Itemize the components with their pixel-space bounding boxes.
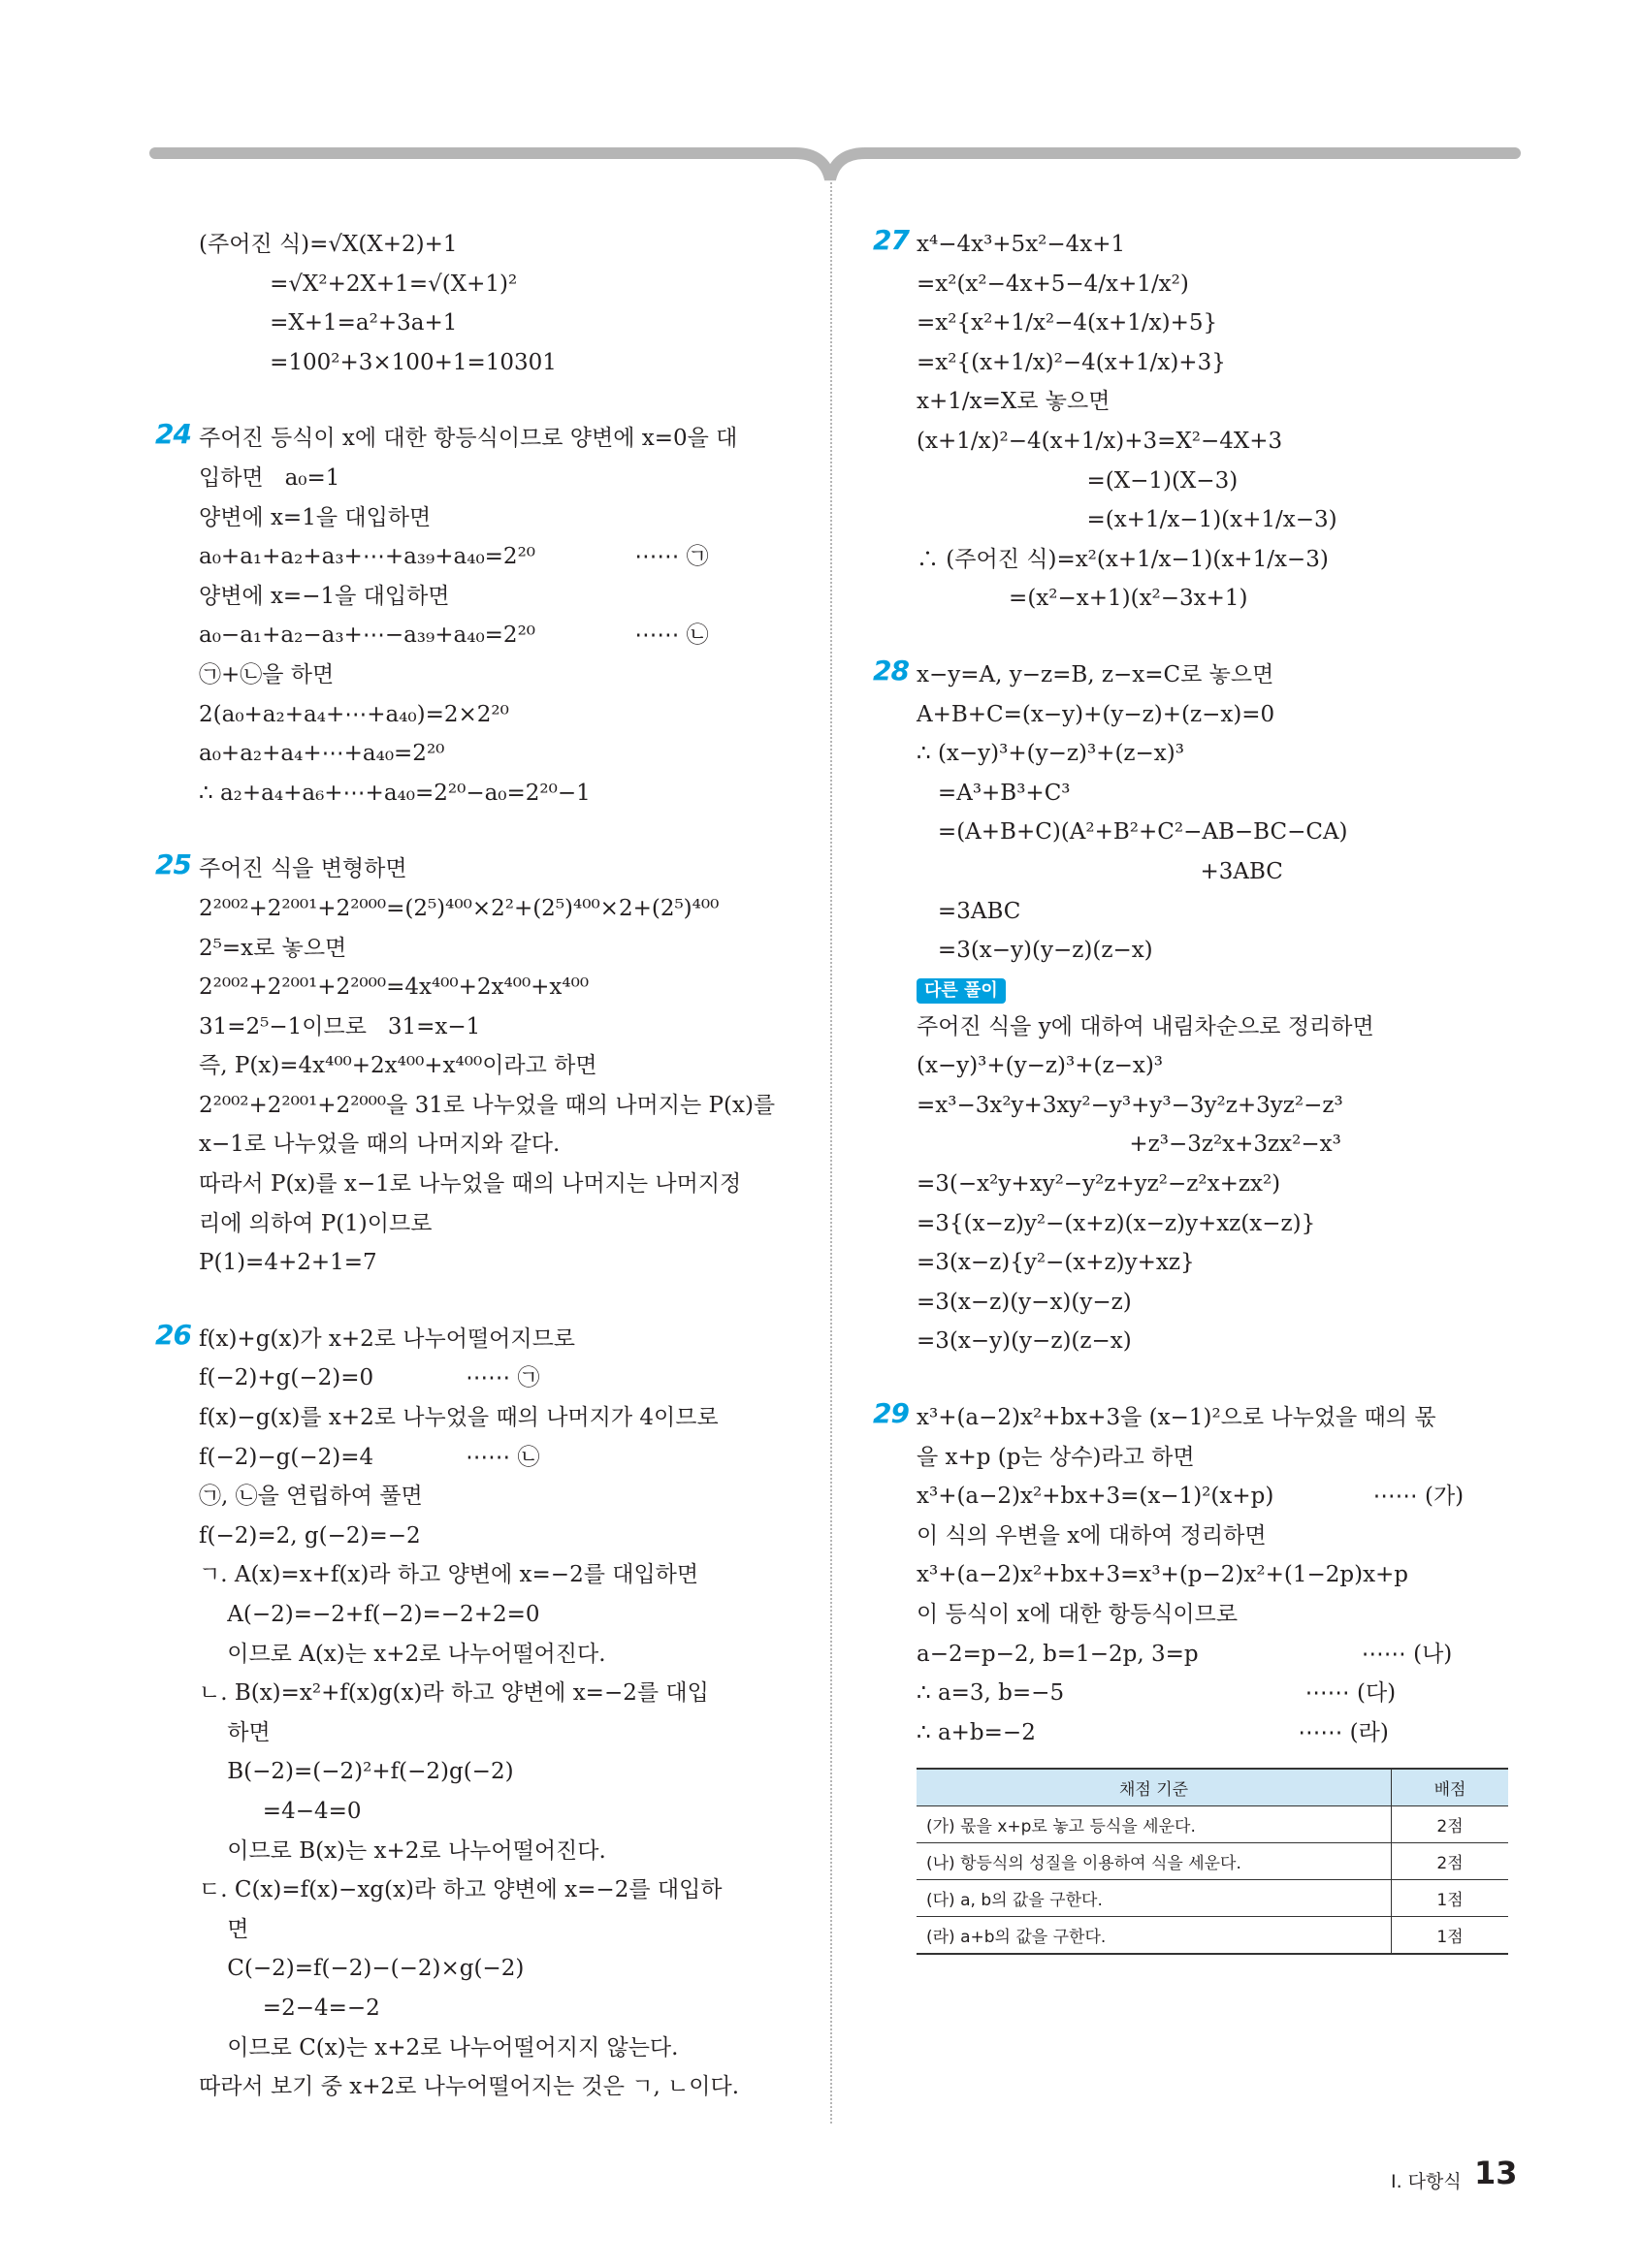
solution-line: ㉠, ㉡을 연립하여 풀면 bbox=[199, 1484, 423, 1510]
solution-line: x³+(a−2)x²+bx+3=(x−1)²(x+p) ⋯⋯ (가) bbox=[917, 1484, 1465, 1510]
solution-line: x+1/x=X로 놓으면 bbox=[917, 389, 1111, 415]
solution-line: 이 등식이 x에 대한 항등식이므로 bbox=[917, 1602, 1239, 1627]
problem-25 bbox=[155, 849, 795, 1283]
solution-line: (x−y)³+(y−z)³+(z−x)³ bbox=[917, 1053, 1164, 1079]
solution-line: ∴ (x−y)³+(y−z)³+(z−x)³ bbox=[917, 741, 1184, 767]
solution-line: 주어진 식을 y에 대하여 내림차순으로 정리하면 bbox=[917, 1013, 1374, 1039]
solution-line: B(−2)=(−2)²+f(−2)g(−2) bbox=[199, 1759, 514, 1785]
solution-line: 이므로 A(x)는 x+2로 나누어떨어진다. bbox=[199, 1641, 606, 1667]
solution-line: ∴ a=3, b=−5 ⋯⋯ (다) bbox=[917, 1680, 1397, 1707]
solution-line: a₀+a₁+a₂+a₃+⋯+a₃₉+a₄₀=2²⁰ ⋯⋯ ㉠ bbox=[199, 544, 709, 570]
solution-line: ㄱ. A(x)=x+f(x)라 하고 양변에 x=−2를 대입하면 bbox=[199, 1562, 699, 1588]
formula-line: =√X²+2X+1=√(X+1)² bbox=[199, 271, 518, 297]
solution-line: =x³−3x²y+3xy²−y³+y³−3y²z+3yz²−z³ bbox=[917, 1092, 1343, 1118]
solution-line: =3{(x−z)y²−(x+z)(x−z)y+xz(x−z)} bbox=[917, 1210, 1316, 1236]
solution-line: =2−4=−2 bbox=[199, 1995, 380, 2021]
solution-line: =(X−1)(X−3) bbox=[917, 467, 1239, 494]
table-header: 채점 기준 bbox=[917, 1769, 1392, 1806]
left-column bbox=[155, 225, 795, 2144]
solution-line: ∴ (주어진 식)=x²(x+1/x−1)(x+1/x−3) bbox=[917, 546, 1329, 572]
solution-line: =3ABC bbox=[917, 898, 1021, 924]
solution-line: 2²⁰⁰²+2²⁰⁰¹+2²⁰⁰⁰=(2⁵)⁴⁰⁰×2²+(2⁵)⁴⁰⁰×2+(2⁵)⁴⁰⁰ bbox=[199, 895, 720, 921]
solution-line: 을 x+p (p는 상수)라고 하면 bbox=[917, 1444, 1195, 1470]
table-cell: 1점 bbox=[1392, 1917, 1509, 1955]
solution-line: C(−2)=f(−2)−(−2)×g(−2) bbox=[199, 1956, 525, 1982]
solution-line: =3(x−y)(y−z)(z−x) bbox=[917, 1328, 1132, 1355]
solution-line: x−y=A, y−z=B, z−x=C로 놓으면 bbox=[917, 661, 1274, 687]
table-header-row bbox=[917, 1769, 1508, 1806]
table-cell: 2점 bbox=[1392, 1843, 1509, 1880]
solution-line: 주어진 등식이 x에 대한 항등식이므로 양변에 x=0을 대 bbox=[199, 426, 738, 452]
problem-number: 26 bbox=[155, 1318, 191, 1351]
solution-line: 따라서 보기 중 x+2로 나누어떨어지는 것은 ㄱ, ㄴ이다. bbox=[199, 2074, 740, 2100]
solution-line: f(x)+g(x)가 x+2로 나누어떨어지므로 bbox=[199, 1326, 576, 1352]
problem-26 bbox=[155, 1320, 795, 2107]
solution-line: A+B+C=(x−y)+(y−z)+(z−x)=0 bbox=[917, 701, 1275, 727]
solution-line: f(x)−g(x)를 x+2로 나누었을 때의 나머지가 4이므로 bbox=[199, 1405, 719, 1431]
solution-line: ∴ a₂+a₄+a₆+⋯+a₄₀=2²⁰−a₀=2²⁰−1 bbox=[199, 780, 591, 806]
solution-line: 양변에 x=1을 대입하면 bbox=[199, 504, 432, 530]
solution-line: x−1로 나누었을 때의 나머지와 같다. bbox=[199, 1132, 561, 1158]
solution-line: =x²(x²−4x+5−4/x+1/x²) bbox=[917, 271, 1189, 297]
solution-line: =(x²−x+1)(x²−3x+1) bbox=[917, 586, 1248, 612]
solution-line: 2²⁰⁰²+2²⁰⁰¹+2²⁰⁰⁰=4x⁴⁰⁰+2x⁴⁰⁰+x⁴⁰⁰ bbox=[199, 974, 590, 1001]
solution-line: ㄴ. B(x)=x²+f(x)g(x)라 하고 양변에 x=−2를 대입 bbox=[199, 1680, 709, 1707]
problem-number: 29 bbox=[873, 1397, 909, 1430]
problem-number: 25 bbox=[155, 848, 191, 881]
solution-line: 면 bbox=[199, 1916, 249, 1942]
solution-line: =(A+B+C)(A²+B²+C²−AB−BC−CA) bbox=[917, 819, 1348, 846]
problem-29 bbox=[873, 1398, 1513, 1955]
solution-line: 양변에 x=−1을 대입하면 bbox=[199, 583, 450, 609]
solution-line: ㄷ. C(x)=f(x)−xg(x)라 하고 양변에 x=−2를 대입하 bbox=[199, 1877, 723, 1903]
solution-line: 즉, P(x)=4x⁴⁰⁰+2x⁴⁰⁰+x⁴⁰⁰이라고 하면 bbox=[199, 1053, 597, 1079]
solution-line: f(−2)+g(−2)=0 ⋯⋯ ㉠ bbox=[199, 1365, 540, 1391]
section-label: Ⅰ. 다항식 bbox=[1391, 2171, 1462, 2192]
solution-line: f(−2)=2, g(−2)=−2 bbox=[199, 1522, 421, 1549]
solution-line: 따라서 P(x)를 x−1로 나누었을 때의 나머지는 나머지정 bbox=[199, 1171, 742, 1198]
table-header: 배점 bbox=[1392, 1769, 1509, 1806]
solution-line: f(−2)−g(−2)=4 ⋯⋯ ㉡ bbox=[199, 1444, 540, 1470]
table-row bbox=[917, 1880, 1508, 1917]
formula-line: =100²+3×100+1=10301 bbox=[199, 349, 557, 375]
solution-line: a₀+a₂+a₄+⋯+a₄₀=2²⁰ bbox=[199, 741, 445, 767]
solution-line: 2(a₀+a₂+a₄+⋯+a₄₀)=2×2²⁰ bbox=[199, 701, 509, 727]
solution-line: x³+(a−2)x²+bx+3을 (x−1)²으로 나누었을 때의 몫 bbox=[917, 1405, 1436, 1431]
solution-line: (x+1/x)²−4(x+1/x)+3=X²−4X+3 bbox=[917, 428, 1283, 454]
solution-line: 리에 의하여 P(1)이므로 bbox=[199, 1210, 433, 1236]
table-row bbox=[917, 1917, 1508, 1955]
problem-24 bbox=[155, 419, 795, 813]
solution-line: 이므로 C(x)는 x+2로 나누어떨어지지 않는다. bbox=[199, 2034, 679, 2060]
solution-line: 2⁵=x로 놓으면 bbox=[199, 935, 347, 961]
solution-line: =x²{(x+1/x)²−4(x+1/x)+3} bbox=[917, 349, 1226, 375]
formula-line: (주어진 식)=√X(X+2)+1 bbox=[199, 232, 458, 257]
table-cell: (나) 항등식의 성질을 이용하여 식을 세운다. bbox=[917, 1843, 1392, 1880]
solution-line: =x²{x²+1/x²−4(x+1/x)+5} bbox=[917, 310, 1218, 336]
table-cell: (라) a+b의 값을 구한다. bbox=[917, 1917, 1392, 1955]
solution-line: +z³−3z²x+3zx²−x³ bbox=[917, 1132, 1341, 1158]
solution-line: =3(x−z)(y−x)(y−z) bbox=[917, 1289, 1132, 1315]
solution-line: 2²⁰⁰²+2²⁰⁰¹+2²⁰⁰⁰을 31로 나누었을 때의 나머지는 P(x)를 bbox=[199, 1092, 776, 1118]
solution-line: ㉠+㉡을 하면 bbox=[199, 661, 335, 687]
solution-line: =3(−x²y+xy²−y²z+yz²−z²x+zx²) bbox=[917, 1171, 1281, 1198]
solution-line: P(1)=4+2+1=7 bbox=[199, 1250, 377, 1276]
column-divider bbox=[830, 170, 832, 2124]
solution-line: 이 식의 우변을 x에 대하여 정리하면 bbox=[917, 1522, 1267, 1549]
right-column bbox=[873, 225, 1513, 1992]
solution-line: 이므로 B(x)는 x+2로 나누어떨어진다. bbox=[199, 1837, 606, 1864]
solution-line: a₀−a₁+a₂−a₃+⋯−a₃₉+a₄₀=2²⁰ ⋯⋯ ㉡ bbox=[199, 623, 709, 649]
solution-line: =A³+B³+C³ bbox=[917, 780, 1071, 806]
alternative-solution-badge: 다른 풀이 bbox=[917, 978, 1006, 1004]
problem-number: 28 bbox=[873, 654, 909, 687]
problem-27 bbox=[873, 225, 1513, 619]
solution-line: 31=2⁵−1이므로 31=x−1 bbox=[199, 1013, 481, 1039]
table-row bbox=[917, 1806, 1508, 1843]
solution-line: A(−2)=−2+f(−2)=−2+2=0 bbox=[199, 1602, 540, 1627]
solution-line: ∴ a+b=−2 ⋯⋯ (라) bbox=[917, 1719, 1389, 1745]
solution-line: =3(x−y)(y−z)(z−x) bbox=[917, 938, 1153, 964]
table-cell: 1점 bbox=[1392, 1880, 1509, 1917]
solution-line: 하면 bbox=[199, 1719, 271, 1745]
solution-line: x³+(a−2)x²+bx+3=x³+(p−2)x²+(1−2p)x+p bbox=[917, 1562, 1409, 1588]
solution-line: =(x+1/x−1)(x+1/x−3) bbox=[917, 507, 1337, 533]
solution-line: =4−4=0 bbox=[199, 1798, 362, 1824]
top-divider-bar bbox=[0, 0, 1642, 233]
problem-28 bbox=[873, 655, 1513, 1361]
solution-line: 주어진 식을 변형하면 bbox=[199, 856, 407, 882]
solution-line: x⁴−4x³+5x²−4x+1 bbox=[917, 232, 1126, 257]
solution-line: =3(x−z){y²−(x+z)y+xz} bbox=[917, 1250, 1195, 1276]
solution-line: +3ABC bbox=[917, 858, 1283, 884]
table-row bbox=[917, 1843, 1508, 1880]
table-cell: (다) a, b의 값을 구한다. bbox=[917, 1880, 1392, 1917]
grading-table bbox=[917, 1768, 1508, 1955]
formula-line: =X+1=a²+3a+1 bbox=[199, 310, 458, 336]
table-cell: (가) 몫을 x+p로 놓고 등식을 세운다. bbox=[917, 1806, 1392, 1843]
table-cell: 2점 bbox=[1392, 1806, 1509, 1843]
solution-line: 입하면 a₀=1 bbox=[199, 464, 340, 491]
page-number: 13 bbox=[1474, 2155, 1518, 2191]
continuation-block bbox=[155, 225, 795, 382]
problem-number: 27 bbox=[873, 224, 909, 256]
solution-line: a−2=p−2, b=1−2p, 3=p ⋯⋯ (나) bbox=[917, 1641, 1453, 1667]
problem-number: 24 bbox=[155, 418, 191, 451]
